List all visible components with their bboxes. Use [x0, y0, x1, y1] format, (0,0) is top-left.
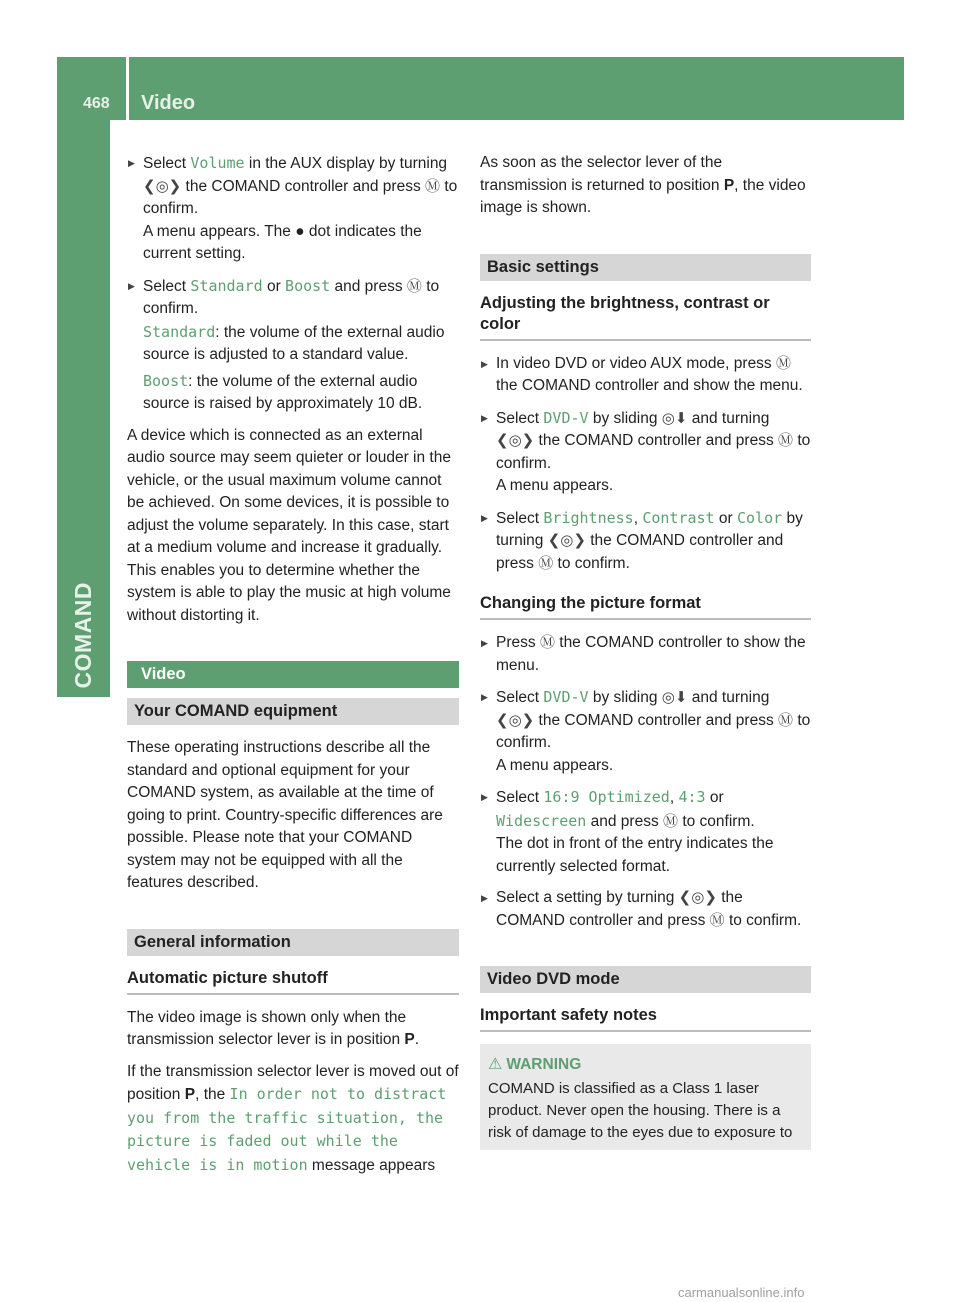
text: to confirm.	[678, 812, 755, 830]
gear-position: P	[184, 1086, 196, 1103]
menu-item-volume: Volume	[190, 154, 245, 172]
text: Select	[143, 277, 191, 295]
text: : the volume of the external audio source is raised by approximately 10 dB.	[143, 372, 423, 412]
side-tab-label: COMAND	[69, 581, 96, 689]
page-header	[57, 57, 904, 120]
section-bar-general-information: General information	[127, 929, 459, 956]
text: to confirm.	[496, 711, 811, 751]
press-controller-icon: Ⓜ	[778, 711, 794, 729]
text: If the transmission selector lever is moved out of position	[127, 1062, 459, 1103]
text: and press	[330, 277, 407, 295]
gear-position: P	[404, 1031, 415, 1048]
press-controller-icon: Ⓜ	[709, 911, 725, 929]
text: The video image is shown only when the transmission selector lever is in position	[127, 1008, 407, 1048]
text: in the AUX display by turning	[244, 155, 448, 172]
text: the COMAND controller to show the menu.	[496, 634, 806, 674]
menu-item-contrast: Contrast	[642, 508, 715, 527]
step-select-setting	[480, 887, 811, 932]
text: and turning	[687, 409, 770, 427]
page-number: 468	[83, 95, 110, 112]
text: to confirm.	[496, 432, 811, 472]
text: , the	[195, 1086, 230, 1103]
menu-item-boost: Boost	[285, 276, 331, 295]
text: Select	[496, 689, 544, 706]
slide-controller-icon: ◎⬇	[661, 689, 688, 706]
heading-picture-format: Changing the picture format	[480, 593, 811, 620]
warning-title	[488, 1054, 803, 1076]
menu-item-standard: Standard	[143, 322, 216, 341]
menu-item-boost: Boost	[143, 371, 189, 390]
section-bar-basic-settings: Basic settings	[480, 254, 811, 281]
text: to confirm.	[724, 911, 802, 929]
warning-triangle-icon: ⚠	[488, 1056, 503, 1073]
text: In video DVD or video AUX mode, press	[496, 354, 776, 372]
turn-controller-icon: ❮◎❯	[496, 711, 535, 729]
gear-position: P	[723, 176, 735, 194]
text: : the volume of the external audio source is adjusted to a standard value.	[143, 323, 445, 363]
menu-item-dvd-v: DVD-V	[543, 688, 589, 706]
equipment-paragraph: These operating instructions describe all the standard and optional equipment for your COMAND system, as available at the time of going to print. Country-specific differences are possible. Please note that your COMAND system may not be equipped with all the features described.	[127, 739, 443, 891]
warning-box	[480, 1044, 811, 1150]
step-select-brightness	[480, 507, 811, 576]
text: ,	[669, 789, 679, 806]
text: Select	[143, 155, 191, 172]
text: the COMAND controller and press	[496, 889, 743, 929]
display-message: In order not to distract you from the traffic situation, the picture is faded out while the vehicle is in motion	[127, 1085, 447, 1174]
text: Select	[496, 789, 544, 806]
external-audio-paragraph: A device which is connected as an external audio source may seem quieter or louder in the vehicle, or the usual maximum volume cannot be achieved. On some devices, it is possible to adjust the volume separately. In this case, start at a medium volume and increase it gradually. This enables you to determine whether the system is able to play the music at high volume without distorting it.	[127, 426, 451, 624]
press-controller-icon: Ⓜ	[406, 277, 422, 295]
text: the COMAND controller and show the menu.	[496, 377, 803, 394]
right-column	[480, 152, 811, 1150]
step-result: A menu appears. The ● dot indicates the current setting.	[143, 222, 422, 262]
text: and press	[586, 812, 663, 830]
text: and turning	[687, 689, 770, 706]
heading-important-safety-notes: Important safety notes	[480, 1005, 811, 1032]
slide-controller-icon: ◎⬇	[661, 409, 688, 427]
menu-item-dvd-v: DVD-V	[543, 408, 589, 427]
turn-controller-icon: ❮◎❯	[547, 532, 586, 549]
step-select-volume	[127, 152, 459, 266]
menu-item-brightness: Brightness	[543, 508, 634, 527]
step-show-menu	[480, 353, 811, 398]
text: or	[262, 277, 286, 295]
text: As soon as the selector lever of the transmission is returned to position	[480, 154, 724, 194]
text: Select	[496, 509, 544, 527]
press-controller-icon: Ⓜ	[776, 354, 792, 372]
step-result: A menu appears.	[496, 477, 614, 494]
shutoff-paragraph-1	[127, 1007, 459, 1052]
text: the COMAND controller and press	[496, 532, 784, 572]
text: .	[414, 1031, 420, 1048]
continued-paragraph	[480, 152, 811, 220]
section-title: Video	[141, 92, 196, 114]
shutoff-paragraph-2	[127, 1061, 459, 1178]
text: Select a setting by turning	[496, 889, 679, 906]
boost-description	[143, 370, 459, 416]
step-select-standard-boost	[127, 275, 459, 416]
left-column	[127, 152, 459, 1186]
text: to confirm.	[143, 177, 458, 217]
section-bar-video: Video	[127, 661, 459, 688]
text: by turning	[496, 509, 803, 549]
text: the COMAND controller and press	[534, 711, 779, 729]
menu-item-16-9-optimized: 16:9 Optimized	[543, 788, 670, 806]
side-tab	[57, 120, 110, 697]
text: , the video image is shown.	[480, 176, 806, 216]
heading-automatic-picture-shutoff: Automatic picture shutoff	[127, 968, 459, 995]
step-press-show-menu	[480, 632, 811, 677]
press-controller-icon: Ⓜ	[778, 432, 794, 449]
step-select-dvd-v	[480, 407, 811, 498]
text: to confirm.	[553, 554, 630, 572]
warning-title-text: WARNING	[506, 1056, 582, 1073]
step-result: A menu appears.	[496, 756, 614, 774]
text: the COMAND controller and press	[534, 432, 779, 449]
press-controller-icon: Ⓜ	[425, 177, 441, 195]
menu-item-widescreen: Widescreen	[496, 811, 587, 830]
text: ,	[633, 509, 643, 527]
step-select-dvd-v-format	[480, 686, 811, 777]
standard-description	[143, 321, 459, 367]
text: to confirm.	[143, 277, 440, 317]
step-result: The dot in front of the entry indicates the currently selected format.	[496, 835, 774, 875]
heading-brightness-contrast-color: Adjusting the brightness, contrast or color	[480, 293, 811, 341]
section-bar-video-dvd-mode: Video DVD mode	[480, 966, 811, 993]
watermark: carmanualsonline.info	[678, 1285, 805, 1300]
menu-item-color: Color	[736, 508, 783, 527]
press-controller-icon: Ⓜ	[663, 812, 679, 830]
text: or	[714, 509, 737, 527]
step-select-format	[480, 786, 811, 878]
text: by sliding	[588, 689, 662, 706]
text: or	[705, 789, 724, 806]
side-tab-label-wrap	[63, 580, 103, 690]
menu-item-4-3: 4:3	[678, 788, 706, 806]
press-controller-icon: Ⓜ	[539, 634, 555, 651]
warning-text: COMAND is classified as a Class 1 laser product. Never open the housing. There is a risk of damage to the eyes due to exposure to	[488, 1080, 793, 1141]
menu-item-standard: Standard	[190, 276, 263, 295]
turn-controller-icon: ❮◎❯	[143, 177, 182, 195]
turn-controller-icon: ❮◎❯	[678, 889, 717, 906]
text: by sliding	[588, 409, 662, 427]
text: Select	[496, 409, 544, 427]
turn-controller-icon: ❮◎❯	[496, 432, 535, 449]
text: the COMAND controller and press	[181, 177, 426, 195]
section-bar-equipment: Your COMAND equipment	[127, 698, 459, 725]
text: message appears	[307, 1156, 436, 1174]
press-controller-icon: Ⓜ	[538, 554, 554, 572]
header-divider	[126, 57, 129, 120]
text: Press	[496, 634, 540, 651]
